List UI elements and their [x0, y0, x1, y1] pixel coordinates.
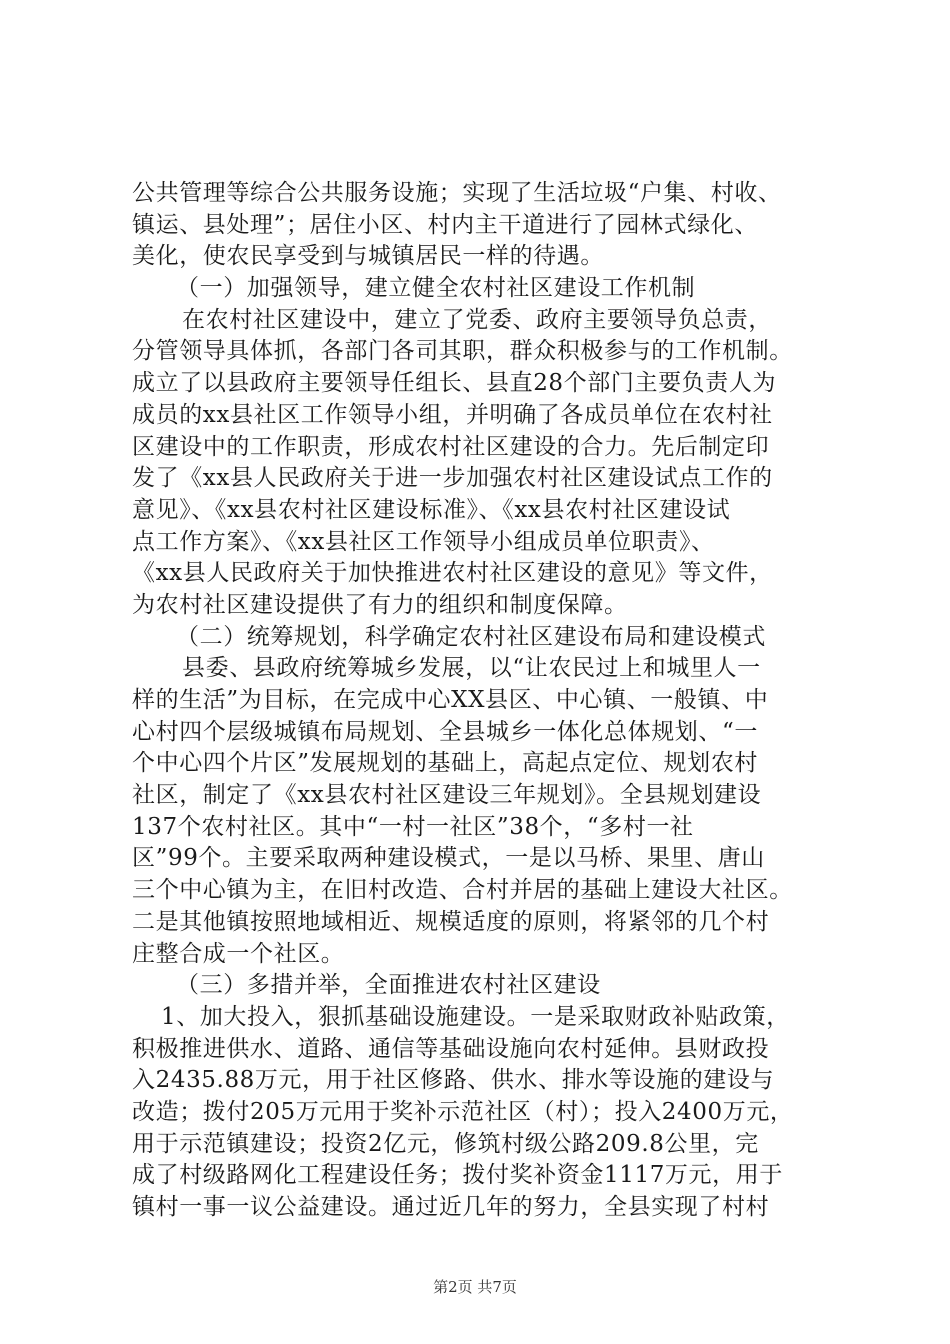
text-line: 样的生活”为目标，在完成中心XX县区、中心镇、一般镇、中	[132, 687, 769, 713]
text-line: 县委、县政府统筹城乡发展，以“让农民过上和城里人一	[182, 655, 761, 682]
text-line: 意见》、《xx县农村社区建设标准》、《xx县农村社区建设试	[132, 496, 731, 523]
section-heading: （一）加强领导，建立健全农村社区建设工作机制	[176, 275, 696, 302]
page-footer: 第2页 共7页	[433, 1278, 517, 1296]
text-line: 发了《xx县人民政府关于进一步加强农村社区建设试点工作的	[132, 465, 773, 492]
text-line: 三个中心镇为主，在旧村改造、合村并居的基础上建设大社区。	[132, 877, 793, 904]
text-line: 区”99个。主要采取两种建设模式，一是以马桥、果里、唐山	[132, 845, 765, 872]
text-line: 1、加大投入，狠抓基础设施建设。一是采取财政补贴政策，	[161, 1003, 790, 1030]
text-line: 个中心四个片区”发展规划的基础上，高起点定位、规划农村	[132, 750, 758, 777]
text-line: 美化，使农民享受到与城镇居民一样的待遇。	[132, 243, 604, 270]
text-line: 镇运、县处理”；居住小区、村内主干道进行了园林式绿化、	[132, 211, 758, 238]
text-line: 137个农村社区。其中“一村一社区”38个，“多村一社	[132, 813, 694, 840]
section-heading: （三）多措并举，全面推进农村社区建设	[176, 972, 601, 999]
text-line: 成员的xx县社区工作领导小组，并明确了各成员单位在农村社	[132, 401, 773, 428]
text-line: 二是其他镇按照地域相近、规模适度的原则，将紧邻的几个村	[132, 908, 770, 935]
text-line: 用于示范镇建设；投资2亿元，修筑村级公路209.8公里，完	[132, 1130, 759, 1157]
text-line: 点工作方案》、《xx县社区工作领导小组成员单位职责》、	[132, 528, 715, 555]
text-line: 成立了以县政府主要领导任组长、县直28个部门主要负责人为	[132, 370, 777, 397]
document-body	[132, 178, 836, 1224]
text-line: 镇村一事一议公益建设。通过近几年的努力，全县实现了村村	[132, 1194, 770, 1220]
text-line: 社区，制定了《xx县农村社区建设三年规划》。全县规划建设	[132, 782, 762, 809]
text-line: 在农村社区建设中，建立了党委、政府主要领导负总责，	[182, 306, 772, 333]
text-line: 庄整合成一个社区。	[132, 940, 345, 967]
text-line: 积极推进供水、道路、通信等基础设施向农村延伸。县财政投	[132, 1035, 770, 1062]
text-line: 区建设中的工作职责，形成农村社区建设的合力。先后制定印	[132, 433, 770, 460]
text-line: 心村四个层级城镇布局规划、全县城乡一体化总体规划、“一	[132, 718, 758, 745]
text-line: 《xx县人民政府关于加快推进农村社区建设的意见》等文件，	[132, 560, 773, 587]
text-line: 改造；拨付205万元用于奖补示范社区（村）；投入2400万元，	[132, 1098, 794, 1125]
text-line: 分管领导具体抓，各部门各司其职，群众积极参与的工作机制。	[132, 338, 793, 365]
text-line: 入2435.88万元，用于社区修路、供水、排水等设施的建设与	[132, 1067, 775, 1094]
text-line: 成了村级路网化工程建设任务；拨付奖补资金1117万元，用于	[132, 1162, 783, 1189]
section-heading: （二）统筹规划，科学确定农村社区建设布局和建设模式	[176, 623, 766, 650]
text-line: 为农村社区建设提供了有力的组织和制度保障。	[132, 591, 628, 618]
text-line: 公共管理等综合公共服务设施；实现了生活垃圾“户集、村收、	[132, 180, 782, 206]
